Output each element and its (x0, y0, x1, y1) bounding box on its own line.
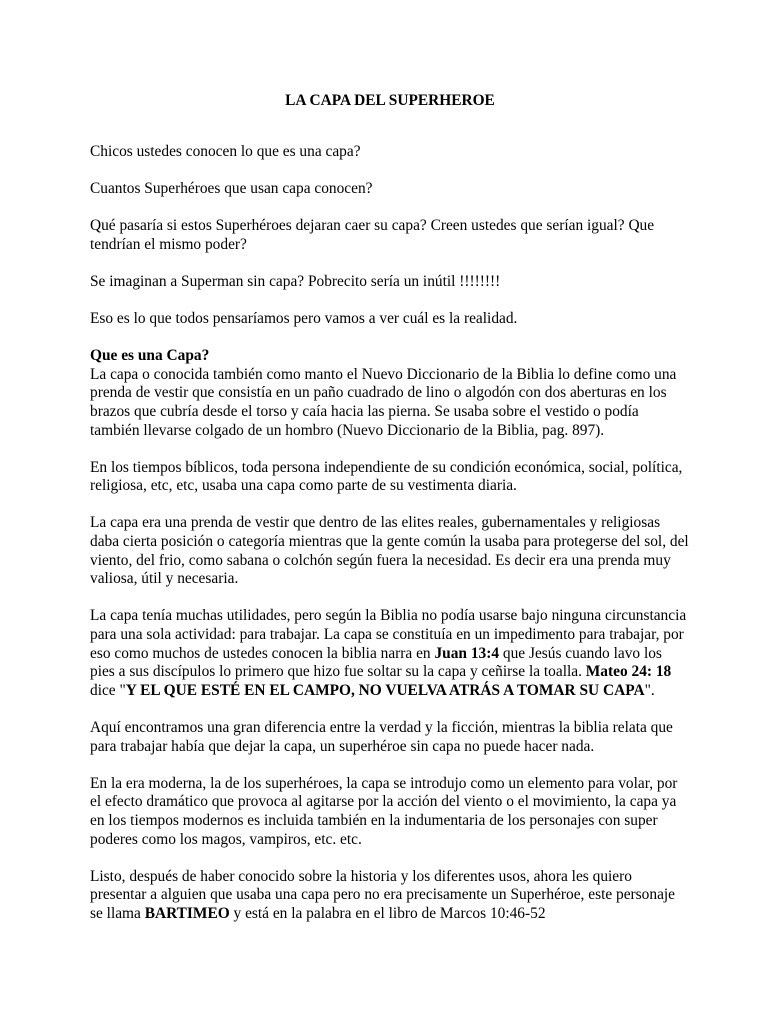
paragraph-question-drop-capa: Qué pasaría si estos Superhéroes dejaran caer su capa? Creen ustedes que serían igual? Que tendrían el mismo poder? (90, 216, 655, 253)
section-heading: Que es una Capa? (90, 347, 210, 365)
bible-reference-juan: Juan 13:4 (434, 644, 500, 662)
paragraph-biblical-times: En los tiempos bíblicos, toda persona independiente de su condición económica, social, política, religiosa, etc, etc, usaba una capa como parte de su vestimenta diaria. (90, 458, 683, 495)
paragraph-question-superheroes: Cuantos Superhéroes que usan capa conocen? (90, 179, 373, 197)
text-segment: que Jesús cuando lavo los pies a sus discípulos lo primero que hizo fue soltar su la capa y ceñirse la toalla. (90, 644, 662, 681)
text-segment: ". (644, 681, 655, 699)
text-segment: Listo, después de haber conocido sobre la historia y los diferentes usos, ahora les quiero presentar a alguien que usaba una capa pero no era precisamente un Superhéroe, este personaje se llama (90, 867, 676, 922)
bible-quote: Y EL QUE ESTÉ EN EL CAMPO, NO VUELVA ATRÁS A TOMAR SU CAPA (125, 681, 645, 699)
text-segment: dice " (90, 681, 126, 699)
paragraph-utilities (90, 607, 690, 700)
character-name: BARTIMEO (144, 904, 230, 922)
document-body (90, 92, 690, 942)
paragraph-question-capa: Chicos ustedes conocen lo que es una capa? (90, 142, 361, 160)
text-segment: La capa tenía muchas utilidades, pero según la Biblia no podía usarse bajo ninguna circunstancia para una sola actividad: para trabajar. La capa se constituía en un impedimento para trabajar, por eso como muchos de ustedes conocen la biblia narra en (90, 607, 687, 662)
section-capa-definition (90, 347, 690, 440)
paragraph-elites: La capa era una prenda de vestir que dentro de las elites reales, gubernamentales y religiosas daba cierta posición o categoría mientras que la gente común la usaba para protegerse del sol, del viento, del frio, como sabana o colchón según fuera la necesidad. Es decir era una prenda muy valiosa, útil y necesaria. (90, 514, 689, 588)
paragraph-modern-era: En la era moderna, la de los superhéroes, la capa se introdujo como un elemento para volar, por el efecto dramático que provoca al agitarse por la acción del viento o el movimiento, la capa ya en los tiempos modernos es incluida también en la indumentaria de los personajes con super poderes como los magos, vampiros, etc. etc. (90, 774, 678, 848)
text-segment: y está en la palabra en el libro de Marcos 10:46-52 (229, 904, 546, 922)
paragraph-definition: La capa o conocida también como manto el Nuevo Diccionario de la Biblia lo define como una prenda de vestir que consistía en un paño cuadrado de lino o algodón con dos aberturas en los brazos que cubría desde el torso y caía hacia las pierna. Se usaba sobre el vestido o podía también llevarse colgado de un hombro (Nuevo Diccionario de la Biblia, pag. 897). (90, 365, 677, 439)
paragraph-truth-fiction: Aquí encontramos una gran diferencia entre la verdad y la ficción, mientras la biblia relata que para trabajar había que dejar la capa, un superhéroe sin capa no puede hacer nada. (90, 719, 673, 755)
document-title: LA CAPA DEL SUPERHEROE (285, 92, 495, 109)
paragraph-bartimeo (90, 868, 690, 924)
bible-reference-mateo: Mateo 24: 18 (585, 663, 672, 681)
paragraph-reality: Eso es lo que todos pensaríamos pero vamos a ver cuál es la realidad. (90, 309, 518, 327)
paragraph-superman: Se imaginan a Superman sin capa? Pobrecito sería un inútil !!!!!!!! (90, 272, 501, 290)
